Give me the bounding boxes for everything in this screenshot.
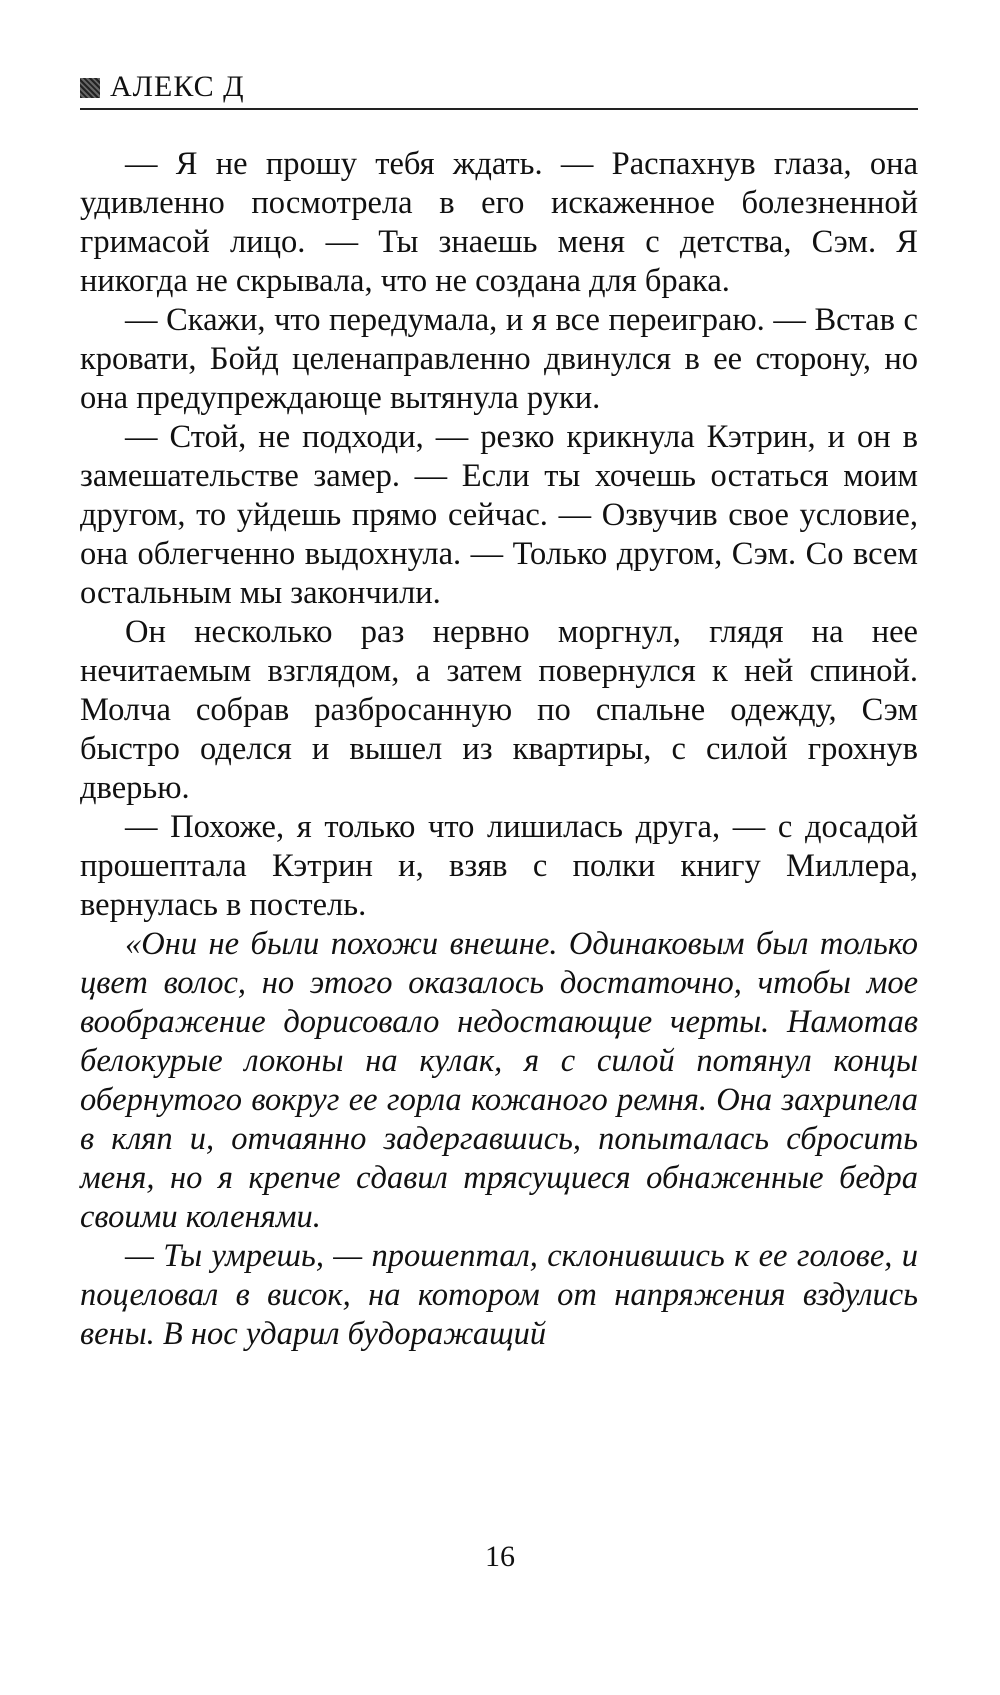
paragraph: — Скажи, что передумала, и я все переиграю. — Встав с кровати, Бойд целенаправленно двинулся в ее сторону, но она предупреждающе вытянула руки.: [80, 302, 918, 416]
italic-paragraph: — Ты умрешь, — прошептал, склонившись к ее голове, и поцеловал в висок, на котором от напряжения вздулись вены. В нос ударил будоражащий: [80, 1238, 918, 1352]
paragraph: — Я не прошу тебя ждать. — Распахнув глаза, она удивленно посмотрела в его искаженное болезненной гримасой лицо. — Ты знаешь меня с детства, Сэм. Я никогда не скрывала, что не создана для брака.: [80, 146, 918, 299]
running-header: [80, 70, 918, 110]
italic-paragraph: «Они не были похожи внешне. Одинаковым был только цвет волос, но этого оказалось достаточно, чтобы мое воображение дорисовало недостающие черты. Намотав белокурые локоны на кулак, я с силой потянул концы обернутого вокруг ее горла кожаного ремня. Она захрипела в кляп и, отчаянно задергавшись, попыталась сбросить меня, но я крепче сдавил трясущиеся обнаженные бедра своими коленями.: [80, 926, 918, 1235]
header-square-icon: [80, 78, 100, 98]
page-number: 16: [485, 1540, 515, 1573]
body-text: [80, 145, 918, 1354]
paragraph: — Стой, не подходи, — резко крикнула Кэтрин, и он в замешательстве замер. — Если ты хочешь остаться моим другом, то уйдешь прямо сейчас. — Озвучив свое условие, она облегченно выдохнула. — Только другом, Сэм. Со всем остальным мы закончили.: [80, 419, 918, 611]
paragraph: Он несколько раз нервно моргнул, глядя на нее нечитаемым взглядом, а затем повернулся к ней спиной. Молча собрав разбросанную по спальне одежду, Сэм быстро оделся и вышел из квартиры, с силой грохнув дверью.: [80, 614, 918, 806]
header-author: АЛЕКС Д: [110, 70, 245, 103]
paragraph: — Похоже, я только что лишилась друга, — с досадой прошептала Кэтрин и, взяв с полки книгу Миллера, вернулась в постель.: [80, 809, 918, 923]
